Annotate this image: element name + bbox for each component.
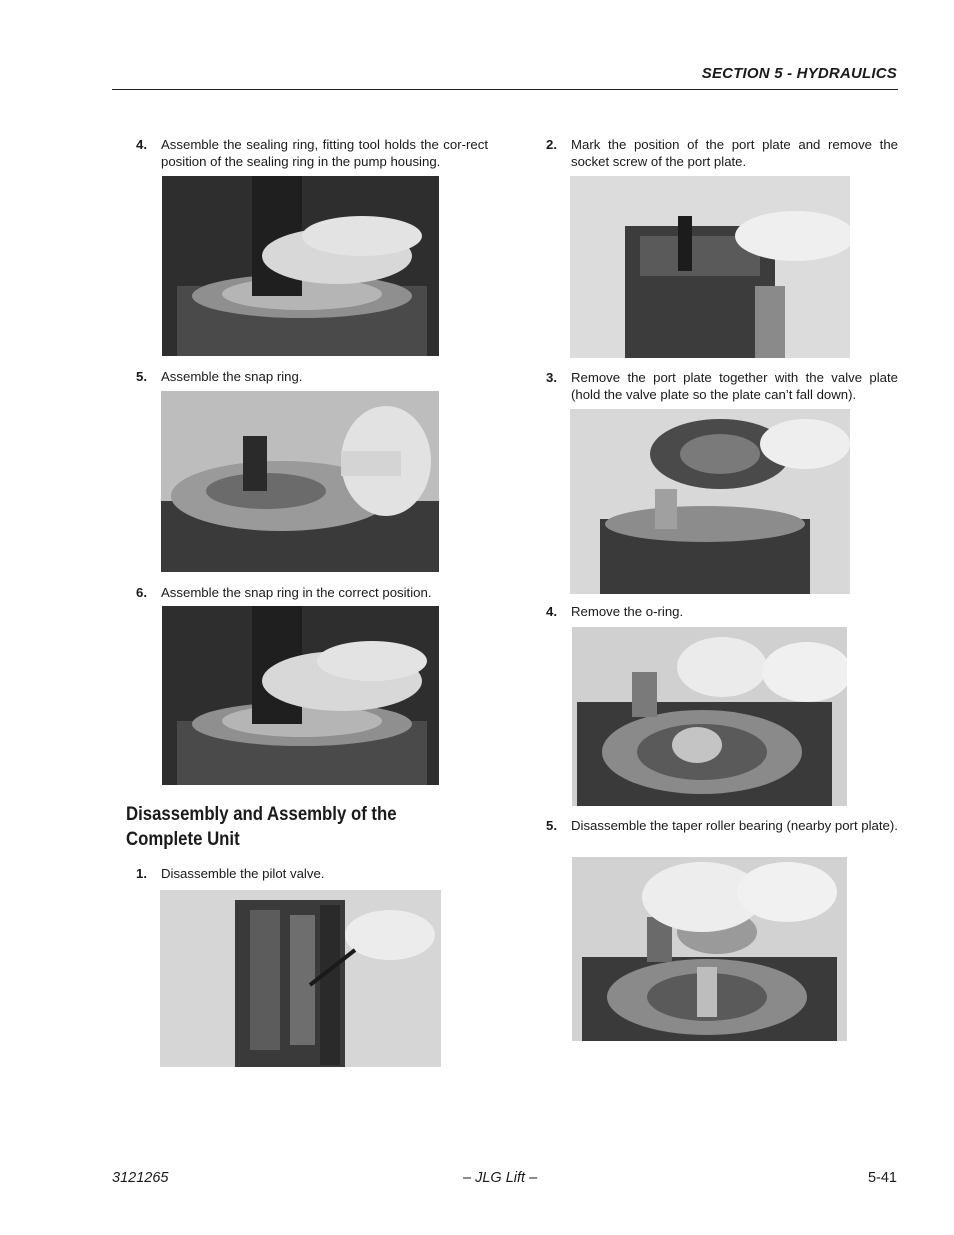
step-number: 1.: [136, 866, 147, 881]
step-left-4: [136, 136, 488, 170]
footer-page-number: 5-41: [867, 1170, 897, 1186]
photo-snap-ring-position: [162, 606, 439, 785]
step-text: Assemble the snap ring.: [161, 369, 303, 384]
photo-port-plate-removal: [570, 409, 850, 594]
step-number: 2.: [546, 137, 557, 152]
photo-taper-roller-bearing: [572, 857, 847, 1041]
section-title: SECTION 5 - HYDRAULICS: [701, 65, 897, 82]
step-left-1: [136, 865, 488, 882]
step-right-4: [546, 603, 898, 620]
step-text: Disassemble the pilot valve.: [161, 866, 325, 881]
step-right-5: [546, 817, 898, 834]
step-text: Assemble the snap ring in the correct position.: [161, 585, 432, 600]
step-text: Disassemble the taper roller bearing (nearby port plate).: [571, 818, 898, 833]
footer-brand: – JLG Lift –: [463, 1170, 538, 1186]
step-left-5: [136, 368, 488, 385]
footer-doc-number: 3121265: [112, 1170, 169, 1186]
step-number: 5.: [546, 818, 557, 833]
step-right-2: [546, 136, 898, 170]
step-text: Remove the port plate together with the valve plate (hold the valve plate so the plate can’t fall down).: [571, 370, 898, 402]
step-text: Mark the position of the port plate and remove the socket screw of the port plate.: [571, 137, 898, 169]
step-number: 5.: [136, 369, 147, 384]
step-left-6: [136, 584, 488, 601]
photo-sealing-ring: [162, 176, 439, 356]
step-number: 3.: [546, 370, 557, 385]
step-text: Remove the o-ring.: [571, 604, 684, 619]
section-heading: Disassembly and Assembly of the Complete Unit: [126, 803, 397, 850]
photo-o-ring: [572, 627, 847, 806]
step-number: 4.: [136, 137, 147, 152]
photo-port-plate-mark: [570, 176, 850, 358]
header-divider: [112, 89, 898, 90]
photo-snap-ring: [161, 391, 439, 572]
step-right-3: [546, 369, 898, 403]
photo-pilot-valve: [160, 890, 441, 1067]
step-number: 6.: [136, 585, 147, 600]
step-text: Assemble the sealing ring, fitting tool holds the cor-rect position of the sealing ring in the pump housing.: [161, 137, 488, 169]
step-number: 4.: [546, 604, 557, 619]
